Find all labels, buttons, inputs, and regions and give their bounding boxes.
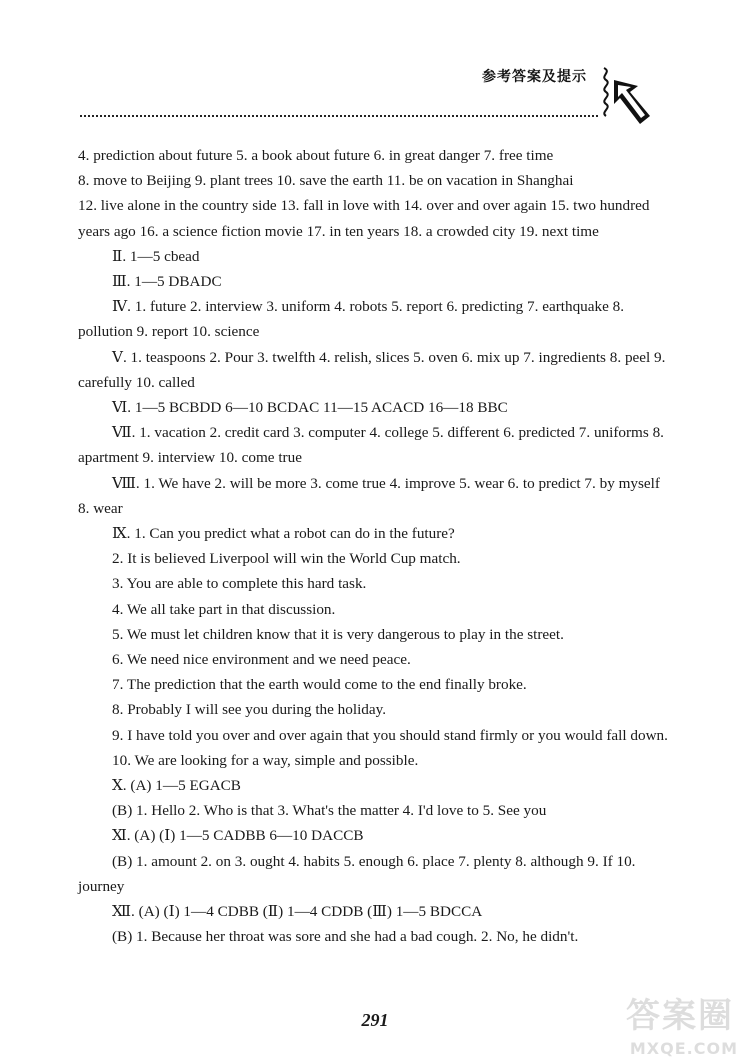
answer-line: 4. prediction about future 5. a book about future 6. in great danger 7. free time (78, 147, 554, 164)
answer-line: Ⅴ. 1. teaspoons 2. Pour 3. twelfth 4. relish, slices 5. oven 6. mix up 7. ingredients 8. peel 9. carefully 10. called (78, 348, 666, 391)
answer-line: Ⅷ. 1. We have 2. will be more 3. come true 4. improve 5. wear 6. to predict 7. by myself 8. wear (78, 474, 660, 517)
arrow-pointer-icon (598, 66, 668, 128)
answer-line: 7. The prediction that the earth would come to the end finally broke. (112, 676, 527, 694)
answer-line: Ⅳ. 1. future 2. interview 3. uniform 4. robots 5. report 6. predicting 7. earthquake 8. pollution 9. report 10. science (78, 298, 625, 341)
answer-line: 12. live alone in the country side 13. fall in love with 14. over and over again 15. two hundred years ago 16. a science fiction movie 17. in ten years 18. a crowded city 19. next time (78, 197, 650, 240)
header-dotted-rule (80, 115, 598, 117)
header-title: 参考答案及提示 (482, 69, 587, 85)
answer-line: (B) 1. Because her throat was sore and she had a bad cough. 2. No, he didn't. (112, 928, 579, 946)
watermark-logo-text: 答案圈 (626, 996, 734, 1036)
answer-line: Ⅸ. 1. Can you predict what a robot can do in the future? (112, 525, 455, 543)
answer-line: Ⅹ. (A) 1—5 EGACB (112, 777, 241, 795)
answer-content (78, 143, 668, 950)
answer-line: 4. We all take part in that discussion. (112, 600, 336, 618)
watermark-url: MXQE.COM (629, 1039, 738, 1058)
answer-line: Ⅻ. (A) (Ⅰ) 1—4 CDBB (Ⅱ) 1—4 CDDB (Ⅲ) 1—5 BDCCA (112, 903, 483, 921)
answer-line: Ⅵ. 1—5 BCBDD 6—10 BCDAC 11—15 ACACD 16—18 BBC (112, 399, 508, 417)
answer-line: 6. We need nice environment and we need peace. (112, 651, 411, 669)
answer-line: Ⅺ. (A) (Ⅰ) 1—5 CADBB 6—10 DACCB (112, 827, 364, 845)
answer-line: Ⅲ. 1—5 DBADC (112, 273, 222, 291)
answer-line: 2. It is believed Liverpool will win the World Cup match. (112, 550, 461, 568)
watermark (594, 988, 744, 1058)
answer-line: 10. We are looking for a way, simple and possible. (112, 751, 419, 769)
answer-line: Ⅱ. 1—5 cbead (112, 247, 200, 265)
page-number: 291 (361, 1010, 389, 1030)
answer-line: Ⅶ. 1. vacation 2. credit card 3. computer 4. college 5. different 6. predicted 7. uniforms 8. apartment 9. interview 10. come true (78, 424, 664, 467)
answer-line: 5. We must let children know that it is very dangerous to play in the street. (112, 625, 564, 643)
answer-line: 8. move to Beijing 9. plant trees 10. save the earth 11. be on vacation in Shanghai (78, 172, 574, 190)
answer-line: 9. I have told you over and over again that you should stand firmly or you would fall down. (112, 726, 668, 744)
answer-line: (B) 1. amount 2. on 3. ought 4. habits 5. enough 6. place 7. plenty 8. although 9. If 10. journey (78, 852, 636, 895)
answer-line: 8. Probably I will see you during the holiday. (112, 701, 387, 719)
answer-line: 3. You are able to complete this hard task. (112, 575, 367, 593)
answer-line: (B) 1. Hello 2. Who is that 3. What's the matter 4. I'd love to 5. See you (112, 802, 547, 820)
